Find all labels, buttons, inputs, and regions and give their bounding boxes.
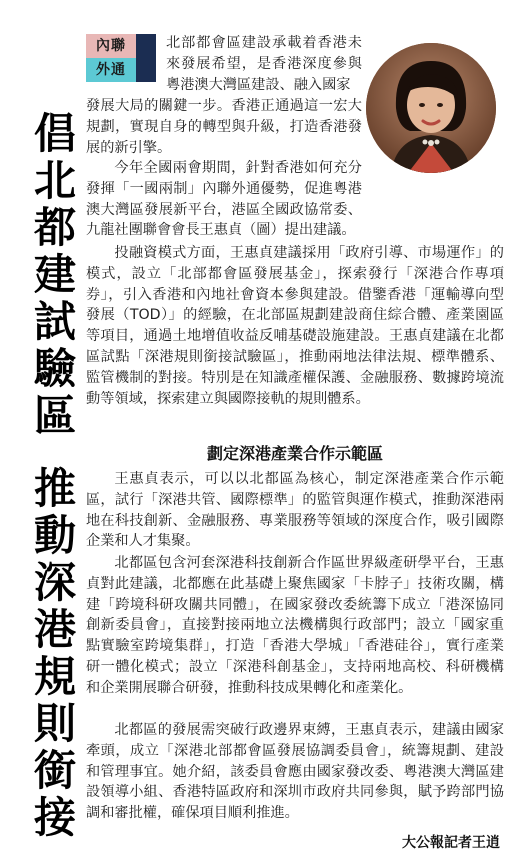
headline-part2: 推動深港規則銜接 <box>33 464 76 842</box>
byline: 大公報記者王逍 <box>402 835 500 851</box>
paragraph-6: 北都區的發展需突破行政邊界束縛，王惠貞表示，建議由國家牽頭，成立「深港北部都會區發展協調委員會」，統籌規劃、建設和管理事宜。她介紹，該委員會應由國家發改委、粵港澳大灣區建設領導小組、香港特區政府和深圳市政府共同參與，賦予跨部門協調和審批權，確保項目順利推進。 <box>86 722 504 822</box>
headline <box>26 110 84 841</box>
paragraph-1-cont: 發展大局的關鍵一步。香港正通過這一宏大規劃，實現自身的轉型與升級，打造香港發展的新引擎。 <box>86 98 362 156</box>
paragraph-3: 投融資模式方面，王惠貞建議採用「政府引導、市場運作」的模式，設立「北部都會區發展基金」，探索發行「深港合作專項券」，引入香港和內地社會資本參與建設。借鑒香港「運輸導向型發展（TOD）」的經驗，在北部區規劃建設商住綜合體、產業園區等項目，通過土地增值收益反哺基礎設施建設。王惠貞建議在北都區試點「深港規則銜接試驗區」，推動兩地法律法規、標準體系、監管機制的對接。特別是在知識產權保護、金融服務、數據跨境流動等領域，探索建立與國際接軌的規則體系。 <box>86 245 504 407</box>
paragraph-5: 北都區包含河套深港科技創新合作區世界級產研學平台，王惠貞對此建議，北都應在此基礎上聚焦國家「卡脖子」技術攻關，構建「跨境科研攻關共同體」，在國家發改委統籌下成立「港深協同創新委員會」，直接對接兩地立法機構與行政部門；設立「國家重點實驗室跨境集群」，打造「香港大學城」「香港硅谷」，實行產業研一體化模式；設立「深港科創基金」，支持兩地高校、科研機構和企業開展聯合研發，推動科技成果轉化和產業化。 <box>86 555 504 696</box>
tag-bottom-square <box>136 58 156 82</box>
tag-bottom: 外通 <box>86 58 136 82</box>
headline-part1: 倡北都建試驗區 <box>33 109 76 440</box>
paragraph-4: 王惠貞表示，可以以北都區為核心，制定深港產業合作示範區，試行「深港共管、國際標準」的監管與運作模式，推動深港兩地在科技創新、金融服務、專業服務等領域的深度合作，吸引國際企業和人才集聚。 <box>86 471 504 550</box>
tag-top: 內聯 <box>86 34 136 58</box>
portrait-photo <box>366 43 496 173</box>
subheading: 劃定深港產業合作示範區 <box>206 444 383 463</box>
portrait-illustration <box>366 43 496 173</box>
paragraph-2: 今年全國兩會期間，針對香港如何充分發揮「一國兩制」內聯外通優勢，促進粵港澳大灣區發展新平台，港區全國政協常委、九龍社團聯會會長王惠貞（圖）提出建議。 <box>86 160 362 239</box>
tag-top-square <box>136 34 156 58</box>
paragraph-1-lead: 北部都會區建設承載着香港未來發展希望，是香港深度參與粵港澳大灣區建設、融入國家 <box>166 35 362 93</box>
